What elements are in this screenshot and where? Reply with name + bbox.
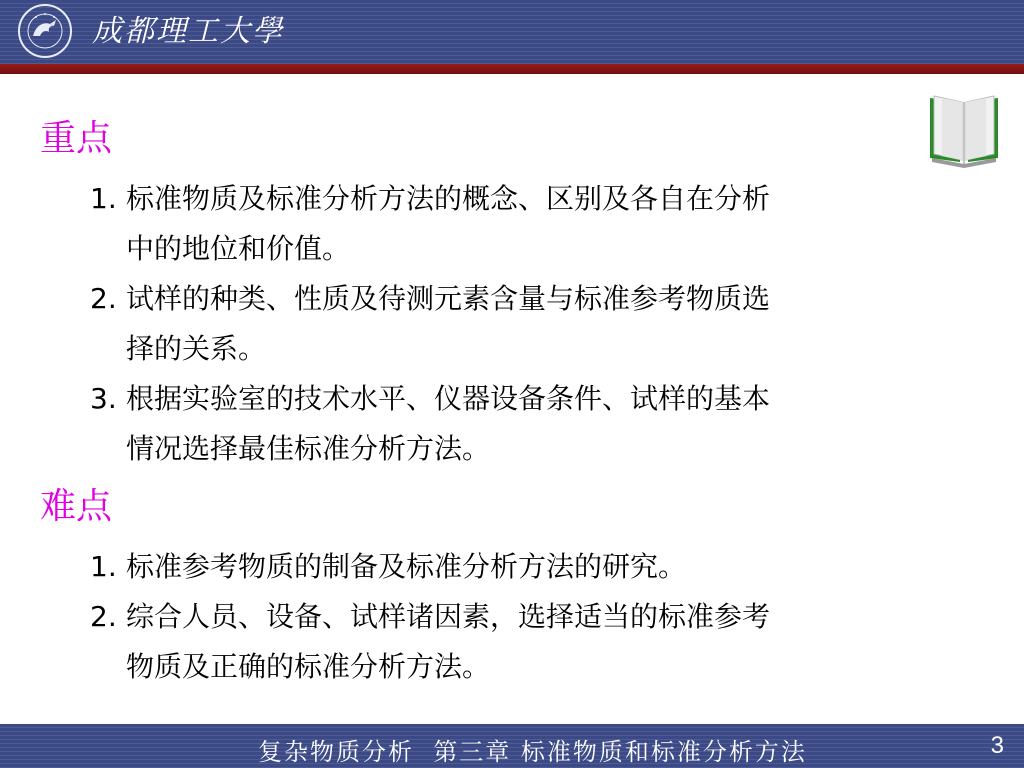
- header-rule: [0, 64, 1024, 74]
- item-line: 试样的种类、性质及待测元素含量与标准参考物质选: [126, 282, 771, 315]
- item-number: 1.: [90, 182, 117, 215]
- item-line: 情况选择最佳标准分析方法。: [126, 432, 491, 465]
- list-item: [90, 374, 930, 474]
- item-text: [126, 174, 930, 274]
- page-number: 3: [990, 732, 1004, 759]
- item-number: 2.: [90, 600, 117, 633]
- footer-bar: [0, 724, 1024, 768]
- item-number: 3.: [90, 382, 117, 415]
- item-number: 1.: [90, 550, 117, 583]
- item-line: 物质及正确的标准分析方法。: [126, 650, 491, 683]
- key-points-list: [90, 174, 930, 474]
- list-item: [90, 174, 930, 274]
- item-line: 标准物质及标准分析方法的概念、区别及各自在分析: [126, 182, 771, 215]
- item-line: 择的关系。: [126, 332, 267, 365]
- list-item: [90, 274, 930, 374]
- university-logo-icon: [18, 4, 72, 58]
- item-text: [126, 592, 930, 692]
- item-line: 综合人员、设备、试样诸因素，选择适当的标准参考: [126, 600, 771, 633]
- open-book-icon: [924, 92, 1004, 168]
- item-line: 标准参考物质的制备及标准分析方法的研究。: [126, 550, 687, 583]
- university-name: 成都理工大學: [92, 14, 284, 49]
- item-text: [126, 542, 930, 592]
- item-text: [126, 274, 930, 374]
- section-title-difficulties: 难点: [40, 486, 113, 527]
- difficulties-list: [90, 542, 930, 692]
- item-line: 中的地位和价值。: [126, 232, 351, 265]
- list-item: [90, 542, 930, 592]
- list-item: [90, 592, 930, 692]
- header-bar: [0, 0, 1024, 64]
- item-line: 根据实验室的技术水平、仪器设备条件、试样的基本: [126, 382, 771, 415]
- item-text: [126, 374, 930, 474]
- section-title-key-points: 重点: [40, 118, 113, 159]
- item-number: 2.: [90, 282, 117, 315]
- footer-course-title: 复杂物质分析 第三章 标准物质和标准分析方法: [258, 738, 807, 766]
